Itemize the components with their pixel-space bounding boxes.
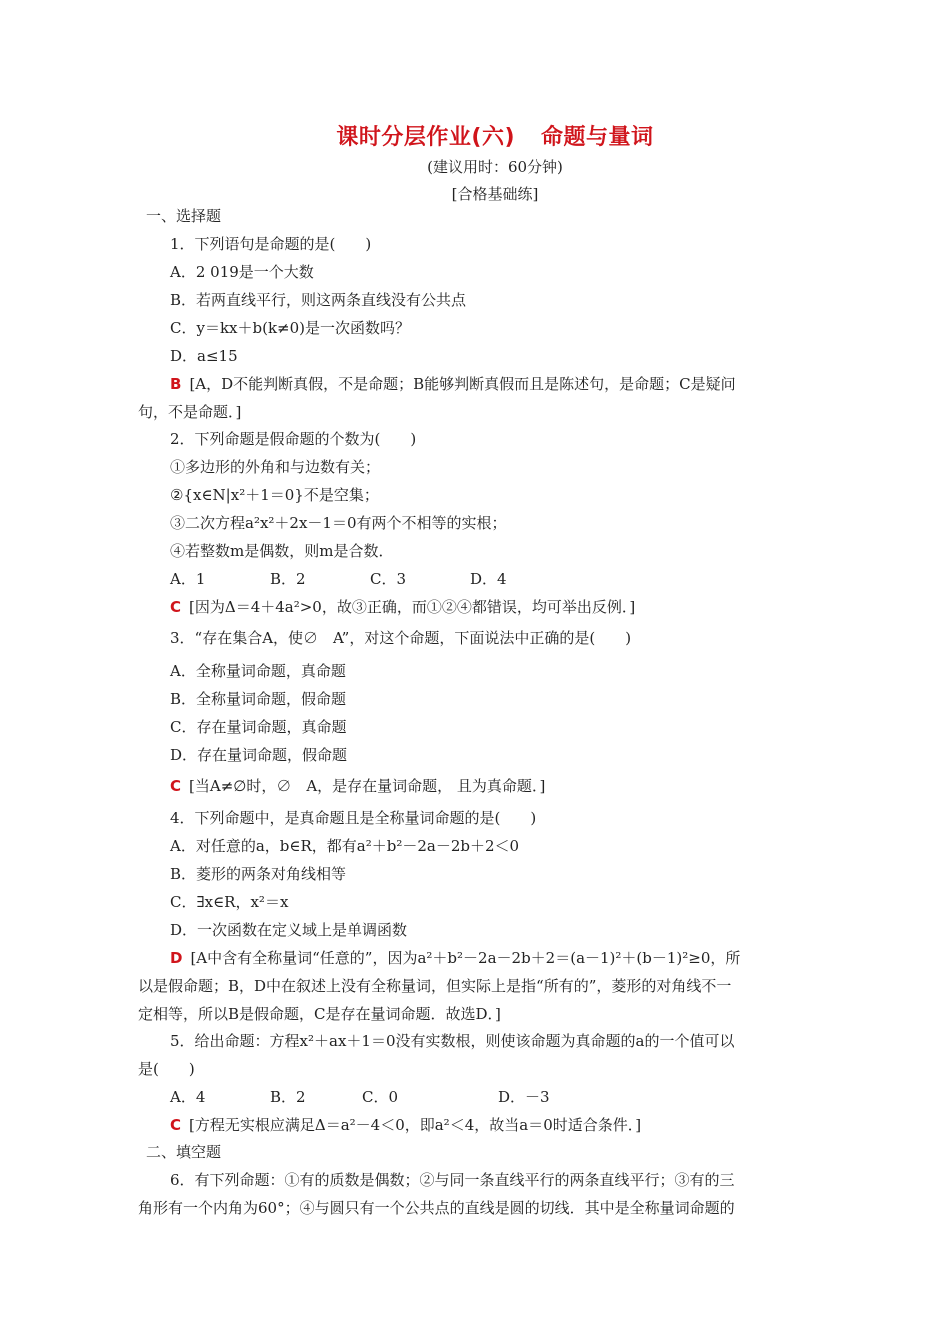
q5-answer: C bbox=[170, 1116, 182, 1134]
q6-stem-line1: 6．有下列命题：①有的质数是偶数；②与同一条直线平行的两条直线平行；③有的三 bbox=[170, 1171, 735, 1189]
q3-option-b: B．全称量词命题，假命题 bbox=[170, 690, 347, 708]
q5-stem-line2: 是( ) bbox=[138, 1060, 195, 1078]
q1-option-a: A．2 019是一个大数 bbox=[170, 263, 314, 281]
q3-option-c: C．存在量词命题，真命题 bbox=[170, 718, 347, 736]
section-heading-choice: 一、选择题 bbox=[146, 207, 222, 225]
q2-item-4: ④若整数m是偶数，则m是合数． bbox=[170, 542, 394, 560]
q1-explain-line1: [A，D不能判断真假，不是命题；B能够判断真假而且是陈述句，是命题；C是疑问 bbox=[189, 375, 736, 393]
q5-option-d: D．－3 bbox=[498, 1088, 550, 1106]
q5-option-c: C．0 bbox=[362, 1088, 399, 1106]
q5-explain-text: [方程无实根应满足Δ＝a²－4＜0，即a²＜4，故当a＝0时适合条件．] bbox=[189, 1116, 642, 1134]
q2-answer: C bbox=[170, 598, 182, 616]
q3-option-a: A．全称量词命题，真命题 bbox=[170, 662, 346, 680]
q5-explanation bbox=[170, 1115, 641, 1135]
q4-stem: 4．下列命题中，是真命题且是全称量词命题的是( ) bbox=[170, 809, 537, 827]
q5-stem-line1: 5．给出命题：方程x²＋ax＋1＝0没有实数根，则使该命题为真命题的a的一个值可以 bbox=[170, 1032, 735, 1050]
q4-answer: D bbox=[170, 949, 183, 967]
q1-explain-line2: 句，不是命题．] bbox=[138, 403, 242, 421]
q2-option-d: D．4 bbox=[470, 570, 507, 588]
q2-item-1: ①多边形的外角和与边数有关； bbox=[170, 458, 381, 476]
q2-item-3: ③二次方程a²x²＋2x－1＝0有两个不相等的实根； bbox=[170, 514, 507, 532]
q2-stem: 2．下列命题是假命题的个数为( ) bbox=[170, 430, 417, 448]
q2-option-b: B．2 bbox=[270, 570, 306, 588]
q2-explanation bbox=[170, 597, 635, 617]
q2-option-c: C．3 bbox=[370, 570, 407, 588]
q1-explanation bbox=[170, 374, 736, 394]
q1-answer: B bbox=[170, 375, 182, 393]
q4-option-c: C．∃x∈R，x²＝x bbox=[170, 893, 289, 911]
q4-option-a: A．对任意的a，b∈R，都有a²＋b²－2a－2b＋2＜0 bbox=[170, 837, 520, 855]
q3-stem: 3．“存在集合A，使∅ A”，对这个命题，下面说法中正确的是( ) bbox=[170, 629, 632, 647]
section-heading-fill: 二、填空题 bbox=[146, 1143, 222, 1161]
q3-option-d: D．存在量词命题，假命题 bbox=[170, 746, 348, 764]
q4-option-d: D．一次函数在定义域上是单调函数 bbox=[170, 921, 408, 939]
q2-item-2: ②{x∈N|x²＋1＝0}不是空集； bbox=[170, 486, 379, 504]
q4-option-b: B．菱形的两条对角线相等 bbox=[170, 865, 347, 883]
q4-explain-line3: 定相等，所以B是假命题，C是存在量词命题．故选D．] bbox=[138, 1005, 501, 1023]
q1-option-c: C．y＝kx＋b(k≠0)是一次函数吗？ bbox=[170, 319, 411, 337]
level-label: [合格基础练] bbox=[451, 185, 539, 203]
title-sub: 命题与量词 bbox=[541, 125, 654, 150]
title-main: 课时分层作业(六) bbox=[336, 125, 516, 150]
q3-explain-text: [当A≠∅时，∅ A，是存在量词命题， 且为真命题．] bbox=[189, 777, 546, 795]
q5-option-b: B．2 bbox=[270, 1088, 306, 1106]
q5-option-a: A．4 bbox=[170, 1088, 206, 1106]
q3-explanation bbox=[170, 776, 545, 796]
time-note: (建议用时：60分钟) bbox=[427, 158, 563, 176]
q1-stem: 1．下列语句是命题的是( ) bbox=[170, 235, 372, 253]
q1-option-b: B．若两直线平行，则这两条直线没有公共点 bbox=[170, 291, 467, 309]
q2-explain-text: [因为Δ＝4＋4a²>0，故③正确，而①②④都错误，均可举出反例．] bbox=[189, 598, 636, 616]
q1-option-d: D．a≤15 bbox=[170, 347, 238, 365]
q2-option-a: A．1 bbox=[170, 570, 206, 588]
q4-explanation bbox=[170, 948, 740, 968]
q4-explain-line2: 以是假命题；B，D中在叙述上没有全称量词，但实际上是指“所有的”，菱形的对角线不一 bbox=[138, 977, 732, 995]
q3-answer: C bbox=[170, 777, 182, 795]
q6-stem-line2: 角形有一个内角为60°；④与圆只有一个公共点的直线是圆的切线．其中是全称量词命题的 bbox=[138, 1199, 735, 1217]
q4-explain-line1: [A中含有全称量词“任意的”，因为a²＋b²－2a－2b＋2＝(a－1)²＋(b－1)²≥0，所 bbox=[190, 949, 741, 967]
page-title bbox=[0, 120, 950, 151]
